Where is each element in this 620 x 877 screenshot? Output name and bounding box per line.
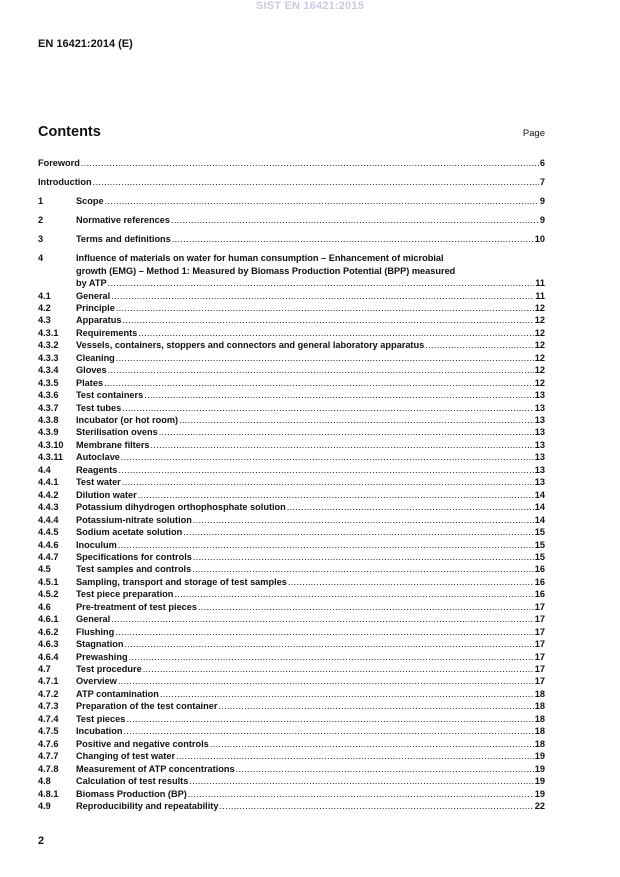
toc-entry-number: 3: [38, 234, 44, 244]
leader-dots: [176, 750, 534, 762]
toc-entry-number: 4: [38, 253, 44, 263]
toc-entry-number: 4.9: [38, 800, 51, 811]
toc-entry-section-4-line3: [38, 277, 545, 289]
toc-entry-number: 4.8: [38, 776, 51, 787]
toc-entry-title: Introduction: [38, 177, 92, 187]
toc-entry[interactable]: [38, 339, 545, 351]
leader-dots: [126, 713, 533, 725]
leader-dots: [151, 439, 534, 451]
toc-entry-foreword[interactable]: [38, 157, 545, 169]
toc-entry[interactable]: [38, 551, 545, 563]
toc-entry-number: 4.3.2: [38, 340, 59, 351]
toc-entry-title: Dilution water: [76, 489, 137, 500]
leader-dots: [124, 638, 533, 650]
toc-entry-title: Sodium acetate solution: [76, 527, 183, 538]
toc-entry-page: 13: [534, 477, 545, 488]
toc-entry-number: 4.1: [38, 290, 51, 301]
toc-entry-page: 13: [534, 464, 545, 475]
toc-entry-number: 2: [38, 215, 44, 225]
toc-entry-title: Terms and definitions: [76, 234, 171, 244]
toc-entry-page: 19: [534, 776, 545, 787]
leader-dots: [179, 414, 534, 426]
toc-entry-page: 19: [534, 751, 545, 762]
toc-entry-number: 4.3.7: [38, 402, 59, 413]
leader-dots: [129, 651, 534, 663]
toc-entry-page: 7: [539, 177, 545, 187]
toc-entry-title: Flushing: [76, 626, 115, 637]
toc-entry-title: Principle: [76, 302, 115, 313]
toc-entry[interactable]: [38, 626, 545, 638]
toc-entry-number: 4.3.4: [38, 365, 59, 376]
toc-entry-number: 4.3.9: [38, 427, 59, 438]
toc-entry-title: Incubation: [76, 726, 123, 737]
toc-entry-page: 17: [534, 676, 545, 687]
toc-entry[interactable]: [38, 800, 545, 812]
toc-entry-title: Apparatus: [76, 315, 122, 326]
toc-entry-title: Biomass Production (BP): [76, 788, 187, 799]
toc-entry[interactable]: [38, 464, 545, 476]
toc-entry-page: 16: [534, 576, 545, 587]
toc-entry-number: 4.6.4: [38, 651, 59, 662]
toc-entry-page: 9: [539, 196, 545, 206]
leader-dots: [143, 663, 534, 675]
toc-entry-number: 4.4.6: [38, 539, 59, 550]
leader-dots: [104, 377, 534, 389]
toc-entry-number: 4.5.2: [38, 589, 59, 600]
toc-entry-page: 12: [534, 340, 545, 351]
toc-entry[interactable]: [38, 290, 545, 302]
toc-entry-page: 13: [534, 390, 545, 401]
toc-entry-title: Test containers: [76, 390, 144, 401]
toc-entry-number: 4.7.3: [38, 701, 59, 712]
leader-dots: [81, 157, 539, 169]
toc-entry-number: 4.3.3: [38, 352, 59, 363]
toc-entry-number: 4.5.1: [38, 576, 59, 587]
toc-entry-page: 17: [534, 614, 545, 625]
leader-dots: [116, 352, 534, 364]
toc-entry-page: 17: [534, 639, 545, 650]
toc-entry-number: 4.4: [38, 464, 51, 475]
toc-entry-number: 4.8.1: [38, 788, 59, 799]
leader-dots: [122, 476, 534, 488]
toc-entry-section-4-line2: [38, 265, 545, 277]
toc-entry[interactable]: [38, 675, 545, 687]
toc-entry-number: 4.7.8: [38, 763, 59, 774]
toc-entry-title: Test procedure: [76, 664, 142, 674]
toc-entry-title: Test piece preparation: [76, 589, 174, 600]
toc-entry-page: 13: [534, 439, 545, 450]
toc-entry-page: 9: [539, 215, 545, 225]
page-column-label: Page: [522, 128, 545, 139]
toc-entry-title: Vessels, containers, stoppers and connectors and general laboratory apparatus: [76, 340, 425, 351]
toc-entry-page: 18: [534, 738, 545, 749]
page-number: 2: [38, 835, 45, 847]
toc-entry-title: Prewashing: [76, 651, 128, 662]
toc-entry-title: Reagents: [76, 464, 118, 475]
document-id-header: EN 16421:2014 (E): [38, 38, 133, 50]
toc-entry-title: Gloves: [76, 365, 107, 376]
leader-dots: [138, 489, 534, 501]
toc-entry[interactable]: [38, 439, 545, 451]
toc-entry-page: 15: [534, 527, 545, 538]
toc-entry-page: 17: [534, 626, 545, 637]
toc-entry[interactable]: [38, 539, 545, 551]
leader-dots: [108, 364, 534, 376]
leader-dots: [118, 675, 534, 687]
toc-entry-number: 4.6: [38, 601, 51, 612]
toc-entry-page: 12: [534, 352, 545, 363]
watermark: SIST EN 16421:2015: [255, 0, 365, 12]
toc-entry-title: Scope: [76, 196, 104, 206]
toc-entry-page: 16: [534, 564, 545, 575]
toc-entry-title: ATP contamination: [76, 688, 159, 699]
toc-entry-page: 12: [534, 302, 545, 313]
toc-entry-title: Autoclave: [76, 452, 120, 463]
toc-entry[interactable]: [38, 588, 545, 600]
toc-entry-page: 22: [534, 800, 545, 811]
toc-entry-title: Test samples and controls: [76, 564, 192, 575]
toc-entry-number: 4.3.8: [38, 415, 59, 425]
toc-entry-number: 1: [38, 196, 44, 206]
toc-entry[interactable]: [38, 314, 545, 326]
toc-entry-page: 19: [534, 788, 545, 799]
toc-entry[interactable]: [38, 414, 545, 426]
leader-dots: [236, 763, 534, 775]
toc-entry-title: Specifications for controls: [76, 551, 192, 562]
leader-dots: [121, 451, 534, 463]
leader-dots: [189, 775, 533, 787]
toc-entry-title-line2: growth (EMG) – Method 1: Measured by Biomass Production Potential (BPP) measured: [76, 265, 456, 276]
toc-entry[interactable]: [38, 489, 545, 501]
toc-entry[interactable]: [38, 713, 545, 725]
leader-dots: [118, 464, 533, 476]
toc-entry-number: 4.3.5: [38, 377, 59, 388]
toc-entry[interactable]: [38, 663, 545, 675]
toc-entry-page: 17: [534, 601, 545, 612]
toc-entry[interactable]: [38, 576, 545, 588]
leader-dots: [172, 233, 534, 245]
leader-dots: [171, 214, 539, 226]
toc-entry-title: Test pieces: [76, 713, 126, 724]
toc-entry-number: 4.4.3: [38, 502, 59, 513]
leader-dots: [193, 514, 534, 526]
toc-entry-page: 18: [534, 688, 545, 699]
toc-entry-page: 19: [534, 763, 545, 774]
toc-entry[interactable]: [38, 750, 545, 762]
toc-entry-page: 10: [534, 234, 545, 244]
toc-entry-section-4-line1: [38, 252, 545, 264]
toc-entry-number: 4.6.1: [38, 614, 59, 625]
toc-entry[interactable]: [38, 788, 545, 800]
toc-entry-title: Cleaning: [76, 352, 115, 363]
leader-dots: [122, 314, 533, 326]
toc-entry[interactable]: [38, 389, 545, 401]
toc-entry-title: Stagnation: [76, 639, 124, 650]
toc-entry-number: 4.3.1: [38, 327, 59, 338]
toc-entry-page: 13: [534, 427, 545, 438]
toc-entry-page: 18: [534, 713, 545, 724]
toc-entry[interactable]: [38, 302, 545, 314]
toc-entry-number: 4.7.4: [38, 713, 59, 724]
toc-entry-number: 4.3.11: [38, 452, 64, 463]
toc-entry[interactable]: [38, 402, 545, 414]
leader-dots: [425, 339, 534, 351]
toc-entry[interactable]: [38, 601, 545, 613]
toc-entry-title: Membrane filters: [76, 439, 150, 450]
toc-entry-page: 13: [534, 415, 545, 425]
leader-dots: [159, 426, 534, 438]
toc-entry-page: 12: [534, 315, 545, 326]
toc-entry[interactable]: [38, 738, 545, 750]
toc-entry[interactable]: [38, 638, 545, 650]
toc-entry-number: 4.3.10: [38, 439, 64, 450]
toc-entry-page: 14: [534, 489, 545, 500]
toc-entry-page: 11: [535, 290, 545, 301]
leader-dots: [160, 688, 534, 700]
toc-entry-number: 4.4.7: [38, 551, 59, 562]
toc-entry[interactable]: [38, 526, 545, 538]
toc-entry-page: 18: [534, 701, 545, 712]
toc-entry-title: Inoculum: [76, 539, 117, 550]
toc-entry-title: Positive and negative controls: [76, 738, 209, 749]
leader-dots: [111, 290, 534, 302]
leader-dots: [188, 788, 534, 800]
toc-entry[interactable]: [38, 700, 545, 712]
toc-entry-title: Potassium-nitrate solution: [76, 514, 192, 525]
toc-entry-title: Changing of test water: [76, 751, 176, 762]
leader-dots: [174, 588, 533, 600]
toc-entry-number: 4.6.2: [38, 626, 59, 637]
toc-entry-title: Incubator (or hot room): [76, 415, 179, 425]
toc-entry-page: 14: [534, 502, 545, 513]
leader-dots: [218, 700, 533, 712]
toc-entry-title: Pre-treatment of test pieces: [76, 601, 198, 612]
leader-dots: [93, 176, 539, 188]
toc-entry[interactable]: [38, 514, 545, 526]
leader-dots: [105, 195, 539, 207]
toc-entry[interactable]: [38, 501, 545, 513]
leader-dots: [210, 738, 534, 750]
toc-entry[interactable]: [38, 725, 545, 737]
leader-dots: [183, 526, 534, 538]
leader-dots: [288, 576, 534, 588]
leader-dots: [111, 613, 534, 625]
toc-entry-number: 4.5: [38, 564, 51, 575]
toc-entry-title: Requirements: [76, 327, 138, 338]
leader-dots: [115, 626, 533, 638]
toc-entry-page: 13: [534, 452, 545, 463]
toc-entry-page: 15: [534, 539, 545, 550]
toc-entry-normative-references[interactable]: [38, 214, 545, 226]
toc-entry-title: Preparation of the test container: [76, 701, 218, 712]
toc-entry-page: 11: [535, 278, 545, 288]
leader-dots: [192, 563, 534, 575]
toc-entry-number: 4.3.6: [38, 390, 59, 401]
leader-dots: [123, 725, 533, 737]
toc-entry-page: 17: [534, 651, 545, 662]
toc-entry[interactable]: [38, 327, 545, 339]
leader-dots: [193, 551, 534, 563]
leader-dots: [144, 389, 534, 401]
toc-entry-title: Sampling, transport and storage of test samples: [76, 576, 287, 587]
toc-entry[interactable]: [38, 613, 545, 625]
leader-dots: [219, 800, 533, 812]
toc-entry-page: 17: [534, 664, 545, 674]
toc-entry[interactable]: [38, 476, 545, 488]
toc-entry-number: 4.3: [38, 315, 51, 326]
toc-entry-page: 6: [539, 158, 545, 168]
toc-entry[interactable]: [38, 775, 545, 787]
toc-entry-title: Normative references: [76, 215, 170, 225]
toc-entry-number: 4.7: [38, 664, 51, 674]
toc-entry[interactable]: [38, 451, 545, 463]
toc-entry-number: 4.4.2: [38, 489, 59, 500]
leader-dots: [287, 501, 534, 513]
toc-entry[interactable]: [38, 364, 545, 376]
toc-entry-number: 4.4.5: [38, 527, 59, 538]
toc-entry[interactable]: [38, 688, 545, 700]
toc-entry[interactable]: [38, 426, 545, 438]
toc-entry-title-line3: by ATP: [76, 278, 107, 288]
toc-entry-page: 16: [534, 589, 545, 600]
toc-entry-title: Potassium dihydrogen orthophosphate solution: [76, 502, 286, 513]
leader-dots: [198, 601, 534, 613]
toc-entry-title: Test water: [76, 477, 121, 488]
leader-dots: [108, 277, 535, 289]
toc-entry-number: 4.4.4: [38, 514, 59, 525]
toc-entry[interactable]: [38, 563, 545, 575]
toc-entry-page: 12: [534, 377, 545, 388]
toc-entry-title: General: [76, 614, 111, 625]
toc-entry-number: 4.6.3: [38, 639, 59, 650]
toc-entry-title: Sterilisation ovens: [76, 427, 158, 438]
toc-entry-number: 4.7.2: [38, 688, 59, 699]
toc-entry-title: Measurement of ATP concentrations: [76, 763, 235, 774]
toc-entry-title: Overview: [76, 676, 117, 687]
toc-entry-title: General: [76, 290, 111, 301]
toc-entry-number: 4.7.6: [38, 738, 59, 749]
toc-entry-scope[interactable]: [38, 195, 545, 207]
toc-entry-title: Plates: [76, 377, 104, 388]
toc-entry-number: 4.7.7: [38, 751, 59, 762]
toc-entry-number: 4.7.5: [38, 726, 59, 737]
toc-entry-number: 4.7.1: [38, 676, 59, 687]
leader-dots: [138, 327, 533, 339]
toc-entry-title-line1: Influence of materials on water for human consumption – Enhancement of microbial: [76, 253, 444, 263]
toc-entry-page: 12: [534, 327, 545, 338]
toc-entry-number: 4.4.1: [38, 477, 59, 488]
leader-dots: [122, 402, 534, 414]
toc-entry-page: 12: [534, 365, 545, 376]
toc-entry-number: 4.2: [38, 302, 51, 313]
toc-entry-introduction[interactable]: [38, 176, 545, 188]
toc-entry-page: 13: [534, 402, 545, 413]
contents-heading: Contents: [38, 124, 101, 140]
toc-entry[interactable]: [38, 352, 545, 364]
leader-dots: [118, 539, 534, 551]
toc-entry-page: 15: [534, 551, 545, 562]
leader-dots: [116, 302, 534, 314]
toc-entry[interactable]: [38, 651, 545, 663]
toc-entry-page: 14: [534, 514, 545, 525]
toc-entry-page: 18: [534, 726, 545, 737]
toc-entry-title: Test tubes: [76, 402, 122, 413]
toc-entry-terms-and-definitions[interactable]: [38, 233, 545, 245]
toc-entry-title: Calculation of test results: [76, 776, 189, 787]
toc-entry[interactable]: [38, 377, 545, 389]
toc-entry[interactable]: [38, 763, 545, 775]
toc-entry-title: Reproducibility and repeatability: [76, 800, 219, 811]
toc-entry-title: Foreword: [38, 158, 80, 168]
